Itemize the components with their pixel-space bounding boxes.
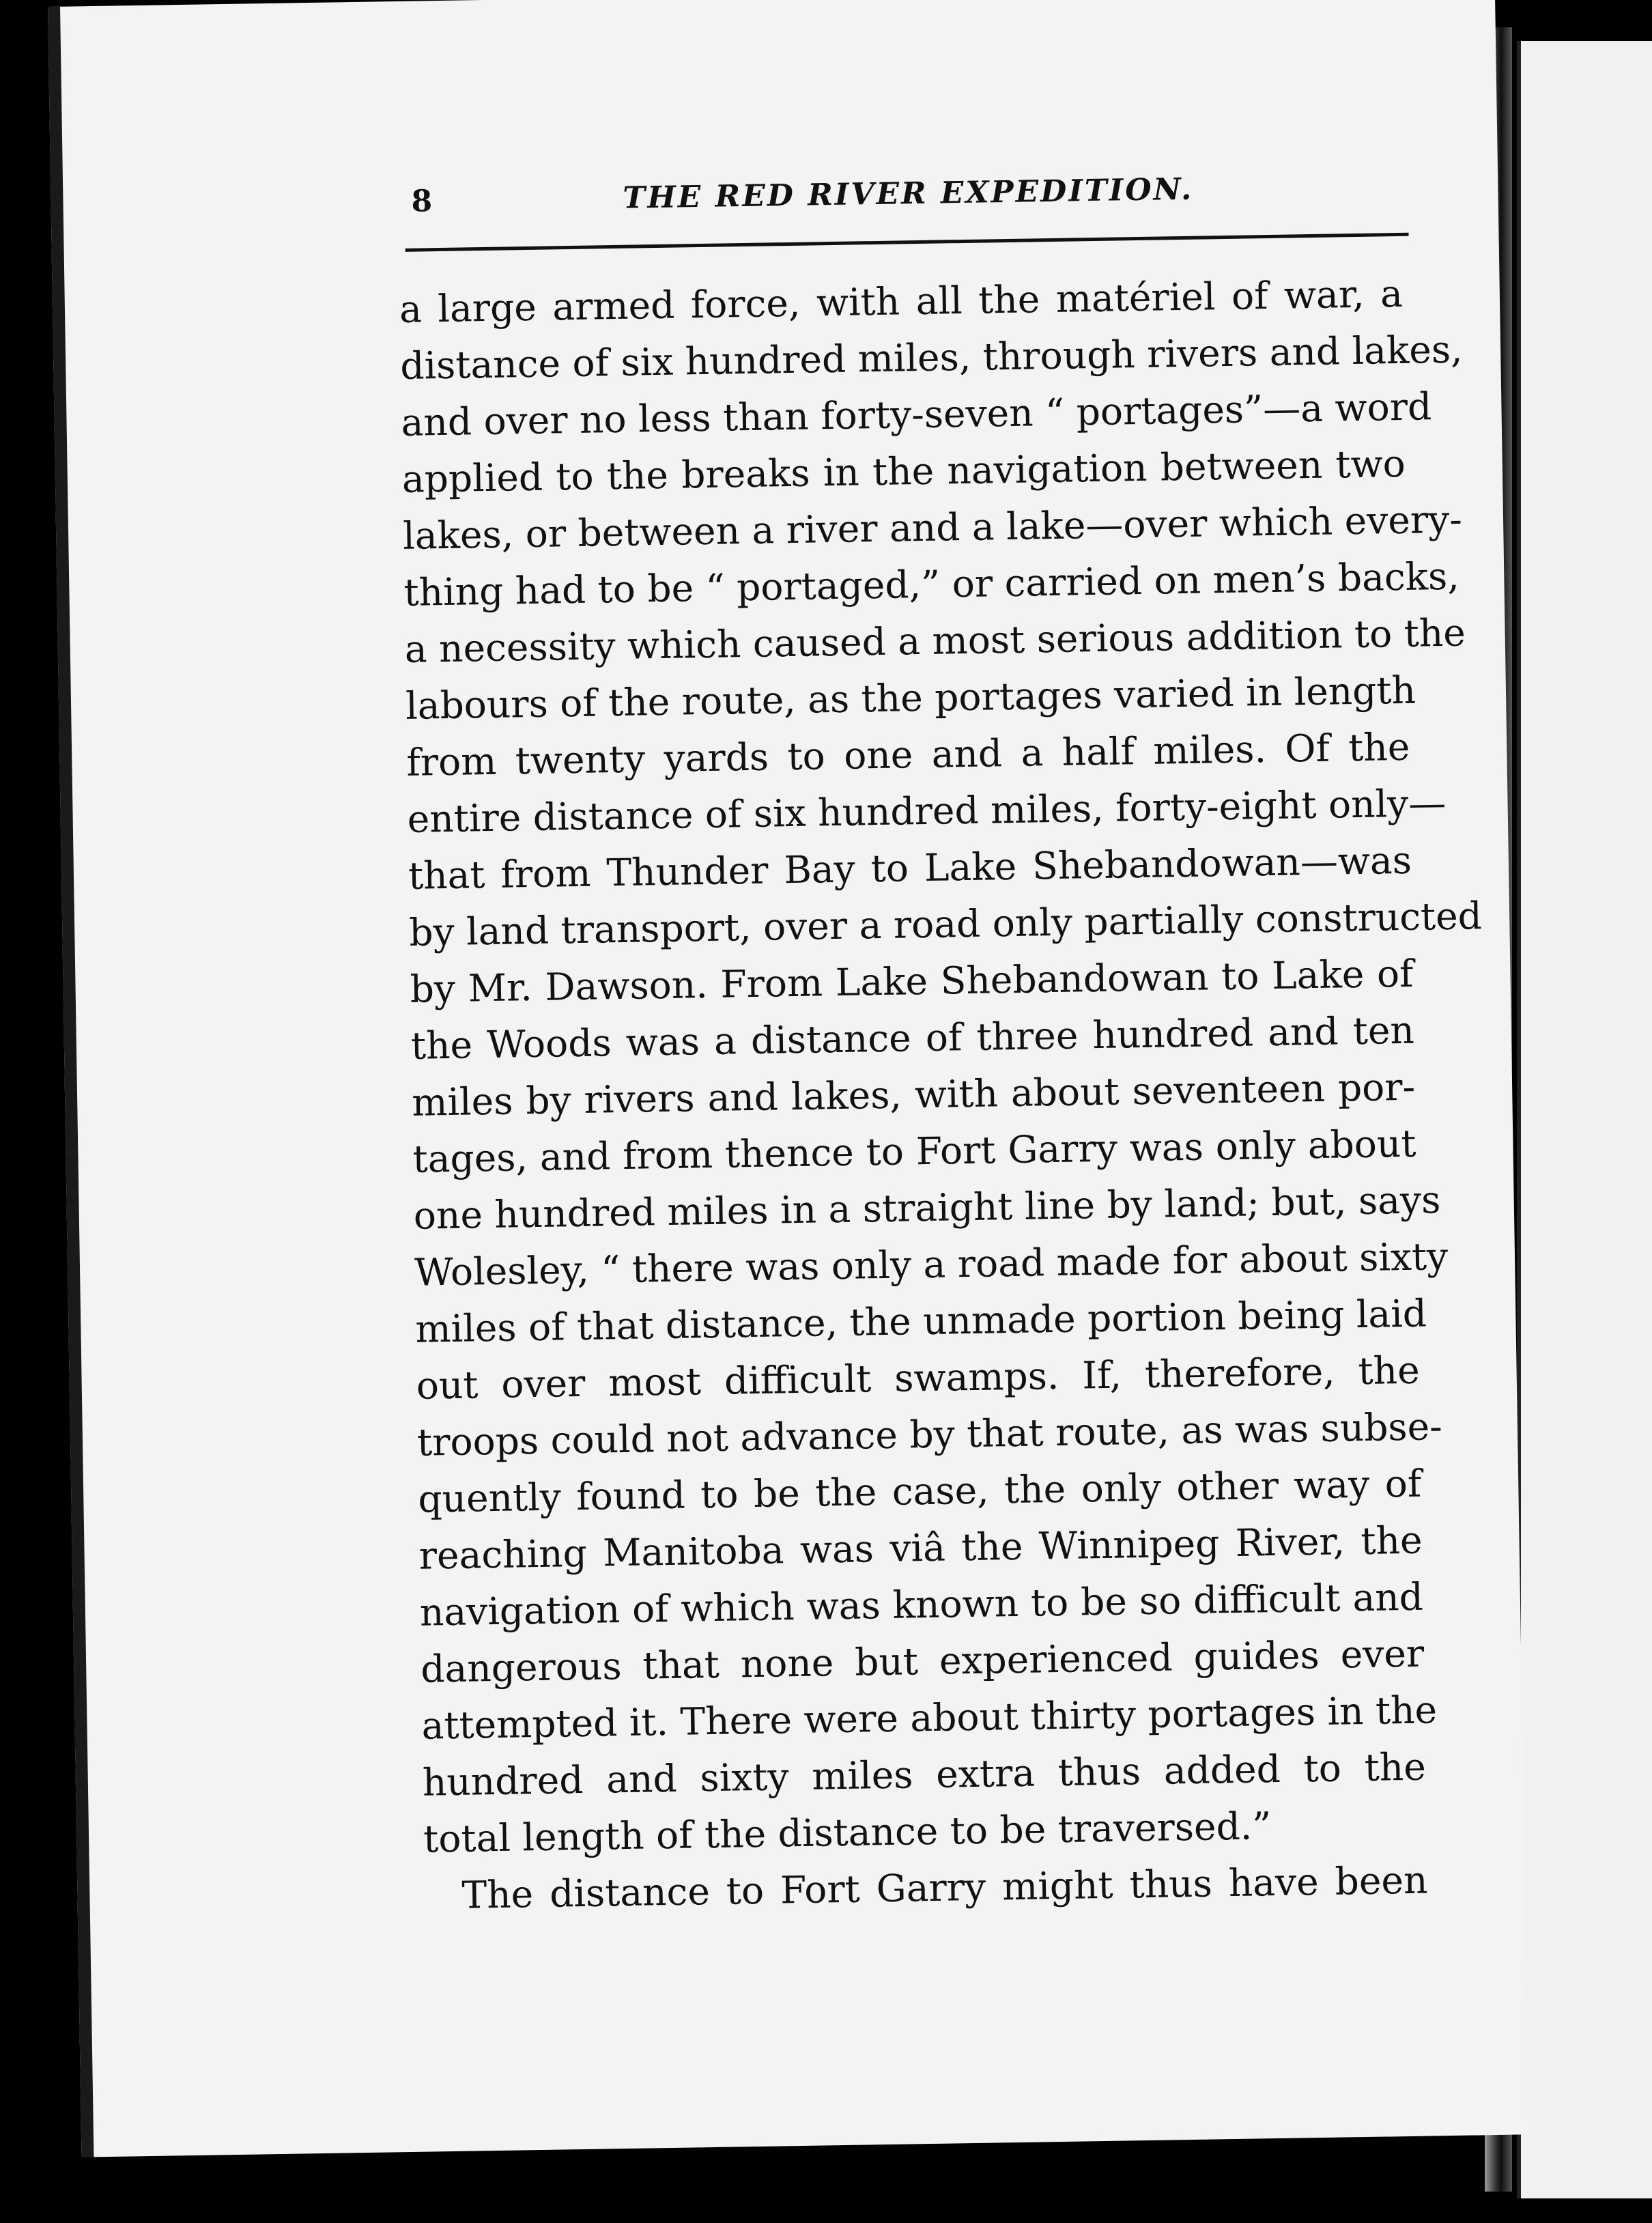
text-line: from twenty yards to one and a half miles. Of the (405, 724, 1410, 784)
page-content (336, 156, 1483, 1917)
text-line: by land transport, over a road only partially constructed (408, 894, 1483, 954)
body-text (399, 266, 1483, 1925)
text-line: quently found to be the case, the only other way of (417, 1461, 1422, 1521)
header-rule (405, 233, 1409, 252)
text-line: applied to the breaks in the navigation between two (401, 441, 1406, 501)
text-line: labours of the route, as the portages varied in length (405, 668, 1416, 728)
text-line: and over no less than forty-seven “ portages”—a word (401, 384, 1432, 444)
text-line: reaching Manitoba was viâ the Winnipeg River, the (418, 1518, 1423, 1578)
text-line: tages, and from thence to Fort Garry was only about (412, 1121, 1416, 1181)
running-head (336, 156, 1408, 228)
text-line: by Mr. Dawson. From Lake Shebandowan to Lake of (410, 951, 1414, 1011)
text-line: one hundred miles in a straight line by land; but, says (413, 1178, 1441, 1238)
text-line: the Woods was a distance of three hundred and ten (410, 1008, 1415, 1068)
text-line: entire distance of six hundred miles, forty-eight only— (407, 780, 1447, 841)
text-line: a necessity which caused a most serious addition to the (404, 610, 1466, 671)
page-number: 8 (411, 184, 433, 219)
text-line: attempted it. There were about thirty portages in the (421, 1688, 1438, 1748)
text-line: Wolesley, “ there was only a road made for about sixty (414, 1234, 1449, 1294)
text-line: distance of six hundred miles, through rivers and lakes, (399, 327, 1463, 388)
text-line: troops could not advance by that route, as was subse- (416, 1404, 1443, 1464)
text-line: out over most difficult swamps. If, therefore, the (416, 1348, 1421, 1408)
text-line: hundred and sixty miles extra thus added to the (422, 1744, 1427, 1804)
facing-page (1517, 41, 1652, 2198)
text-line: miles of that distance, the unmade portion being laid (414, 1291, 1427, 1351)
text-line: lakes, or between a river and a lake—over which every- (402, 497, 1463, 558)
book-page (48, 0, 1528, 2157)
text-line: thing had to be “ portaged,” or carried on men’s backs, (403, 554, 1460, 614)
text-line: that from Thunder Bay to Lake Shebandowan—was (408, 838, 1412, 898)
running-title: THE RED RIVER EXPEDITION. (623, 171, 1194, 216)
text-line: navigation of which was known to be so difficult and (419, 1574, 1424, 1634)
text-line: dangerous that none but experienced guides ever (420, 1631, 1425, 1691)
text-line: total length of the distance to be traversed.” (423, 1804, 1272, 1861)
text-line: The distance to Fort Garry might thus have been (461, 1858, 1428, 1917)
text-line: miles by rivers and lakes, with about seventeen por- (411, 1064, 1416, 1124)
text-line: a large armed force, with all the matériel of war, a (399, 271, 1404, 331)
